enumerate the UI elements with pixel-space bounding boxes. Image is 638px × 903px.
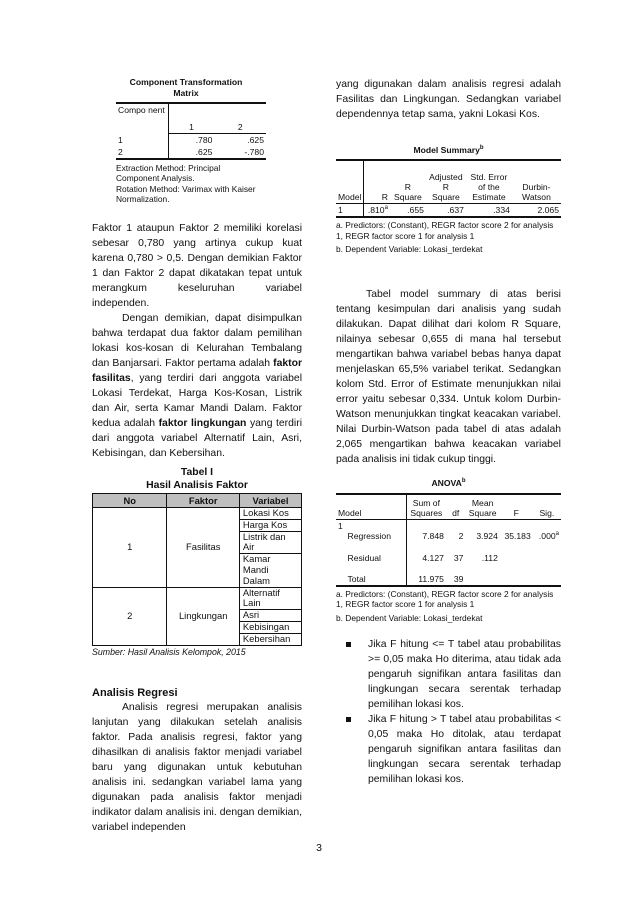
- matrix-table: [116, 102, 266, 160]
- anova-cell: [465, 564, 499, 586]
- anova-cell: .000$^a$: [538, 530, 559, 541]
- right-paragraph-1: yang digunakan dalam analisis regresi adalah Fasilitas dan Lingkungan. Sedangkan variabel dependennya tetap sama, yakni Lokasi Kos.: [336, 79, 561, 120]
- anova-cell: 2: [458, 530, 464, 541]
- ms-note-a: a. Predictors: (Constant), REGR factor score 2 for analysis 1, REGR factor score 1 for analysis 1: [336, 220, 554, 241]
- bullet-square-icon: [346, 642, 351, 647]
- tabel1-variabel: Alternatif Lain: [239, 587, 301, 610]
- tabel-1: [92, 466, 302, 657]
- model-summary-table: [336, 159, 561, 219]
- anova-header: F: [500, 494, 533, 520]
- anova-cell: 3.924: [476, 530, 498, 541]
- tabel1-variabel: Harga Kos: [239, 519, 301, 531]
- matrix-title: Component Transformation Matrix: [129, 77, 243, 98]
- anova-cell: [500, 542, 533, 564]
- tabel1-subtitle: Hasil Analisis Faktor: [146, 480, 248, 491]
- anova-cell: 7.848: [422, 530, 444, 541]
- matrix-cell: 2: [116, 146, 168, 159]
- tabel1-variabel: Asri: [239, 610, 301, 622]
- anova-cell: [500, 564, 533, 586]
- component-transformation-matrix: [116, 77, 266, 205]
- anova-row-name: Residual: [346, 542, 407, 564]
- left-paragraph-1: Faktor 1 ataupun Faktor 2 memiliki korelasi sebesar 0,780 yang artinya cukup kuat karena 0,780 > 0,5. Dengan demikian Faktor 1 dan Faktor 2 dapat dikatakan tepat untuk merangkum keseluruhan variabel independen.: [92, 223, 302, 309]
- anova-note-b: b. Dependent Variable: Lokasi_terdekat: [336, 612, 483, 623]
- tabel1-variabel: Lokasi Kos: [239, 508, 301, 520]
- left-paragraph-3: Analisis regresi merupakan analisis lanjutan yang dilakukan setelah analisis faktor. Pada analisis regresi, faktor yang dihasilkan di analisis faktor menjadi variabel baru yang digunakan untuk kebutuhan analisis ini. sedangkan variabel lama yang digunakan pada analisis faktor menjadi indikator dalam analisis ini. dengan demikian, variabel independen: [92, 702, 302, 833]
- anova-header: Sum of Squares: [406, 494, 446, 520]
- tabel1-no: 1: [93, 508, 167, 588]
- tabel1-table: [92, 493, 302, 646]
- matrix-header-2: 2: [214, 103, 266, 133]
- matrix-header-component: Compo nent: [116, 103, 168, 133]
- matrix-header-1: 1: [168, 103, 214, 133]
- ms-header: R Square: [390, 160, 426, 204]
- tabel1-header-faktor: Faktor: [167, 494, 239, 508]
- ms-header: Adjusted R Square: [426, 160, 466, 204]
- anova-header: Sig.: [533, 494, 561, 520]
- anova-cell: [533, 542, 561, 564]
- anova: [336, 476, 561, 623]
- anova-row-name: Regression: [346, 520, 407, 542]
- bullet-square-icon: [346, 717, 351, 722]
- anova-row-name: Total: [346, 564, 407, 586]
- anova-note-a: a. Predictors: (Constant), REGR factor score 2 for analysis 1, REGR factor score 1 for analysis 1: [336, 588, 554, 610]
- model-summary-title: Model Summary$^b$: [413, 144, 484, 155]
- matrix-cell: .625: [168, 146, 214, 159]
- tabel1-header-no: No: [93, 494, 167, 508]
- matrix-note: Rotation Method: Varimax with Kaiser Normalization.: [116, 183, 256, 204]
- hypothesis-list: [336, 637, 561, 787]
- tabel1-faktor: Fasilitas: [167, 508, 239, 588]
- anova-cell: 11.975: [406, 564, 446, 586]
- anova-cell: 35.183: [504, 530, 531, 541]
- anova-cell: 4.127: [422, 552, 444, 563]
- anova-model-no: 1: [336, 520, 346, 586]
- anova-table: [336, 493, 561, 587]
- anova-cell: 37: [453, 552, 464, 563]
- tabel1-variabel: Kamar Mandi Dalam: [239, 554, 301, 587]
- left-paragraph-2: Dengan demikian, dapat disimpulkan bahwa terdapat dua faktor dalam pemilihan lokasi kos-kosan di Kelurahan Tembalang dan Banjarsari. Faktor pertama adalah faktor fasilitas, yang terdiri dari anggota variabel Lokasi Terdekat, Harga Kos-Kosan, Listrik dan Air, serta Kamar Mandi Dalam. Faktor kedua adalah faktor lingkungan yang terdiri dari anggota variabel Alternatif Lain, Asri, Kebisingan, dan Kebersihan.: [92, 313, 303, 459]
- matrix-cell: 1: [116, 133, 168, 146]
- tabel1-title: Tabel I: [180, 467, 214, 478]
- matrix-cell: .625: [247, 134, 264, 145]
- ms-cell: .655: [390, 204, 426, 218]
- ms-cell: .637: [426, 204, 466, 218]
- ms-header: Durbin-Watson: [512, 160, 561, 204]
- ms-header: Model: [336, 160, 364, 204]
- section-heading: Analisis Regresi: [92, 687, 178, 699]
- list-item: Jika F hitung <= T tabel atau probabilitas >= 0,05 maka Ho diterima, atau tidak ada pengaruh signifikan antara fasilitas dan lingkungan secara serentak terhadap pemilihan lokasi kos.: [336, 637, 561, 712]
- matrix-cell: .780: [195, 134, 213, 145]
- matrix-cell: -.780: [214, 146, 266, 159]
- tabel1-no: 2: [93, 587, 167, 645]
- tabel1-faktor: Lingkungan: [167, 587, 239, 645]
- ms-cell: 2.065: [512, 204, 561, 218]
- tabel1-variabel: Kebisingan: [239, 621, 301, 633]
- anova-header: Model: [336, 494, 406, 520]
- ms-header: Std. Error of the Estimate: [466, 160, 512, 204]
- anova-cell: [533, 564, 561, 586]
- anova-title: ANOVA$^b$: [431, 477, 466, 488]
- list-item: Jika F hitung > T tabel atau probabilitas < 0,05 maka Ho ditolak, atau terdapat pengaruh signifikan antara fasilitas dan lingkungan secara serentak terhadap pemilihan lokasi kos.: [336, 712, 561, 787]
- ms-cell: .810$^a$: [364, 204, 390, 218]
- tabel1-variabel: Listrik dan Air: [239, 531, 301, 554]
- model-summary: [336, 143, 561, 255]
- anova-header: Mean Square: [465, 494, 499, 520]
- tabel1-header-variabel: Variabel: [239, 494, 301, 508]
- anova-cell: 39: [446, 564, 466, 586]
- tabel1-source: Sumber: Hasil Analisis Kelompok, 2015: [92, 646, 246, 657]
- ms-note-b: b. Dependent Variable: Lokasi_terdekat: [336, 244, 483, 255]
- ms-header: R: [364, 160, 390, 204]
- right-paragraph-2: Tabel model summary di atas berisi tentang kesimpulan dari analisis yang sudah dilakukan. Dapat dilihat dari kolom R Square, nilainya sebesar 0,655 di mana hal tersebut mengartikan bahwa variabel bebas hanya dapat menjelaskan 65,5% variabel terikat. Sedangkan kolom Std. Error of Estimate menunjukkan nilai error yaitu sebesar 0,334. Untuk kolom Durbin-Watson menunjukkan tingkat keacakan variabel. Nilai Durbin-Watson pada tabel di atas adalah 2,065 mengartikan bahwa keacakan variabel pada analisis ini tidak cukup tinggi.: [336, 289, 561, 465]
- tabel1-variabel: Kebersihan: [239, 633, 301, 645]
- anova-header: df: [446, 494, 466, 520]
- ms-cell: .334: [466, 204, 512, 218]
- matrix-note: Extraction Method: Principal Component Analysis.: [116, 162, 221, 183]
- anova-cell: .112: [481, 552, 498, 563]
- page-number: 3: [316, 842, 322, 854]
- ms-cell: 1: [336, 204, 364, 218]
